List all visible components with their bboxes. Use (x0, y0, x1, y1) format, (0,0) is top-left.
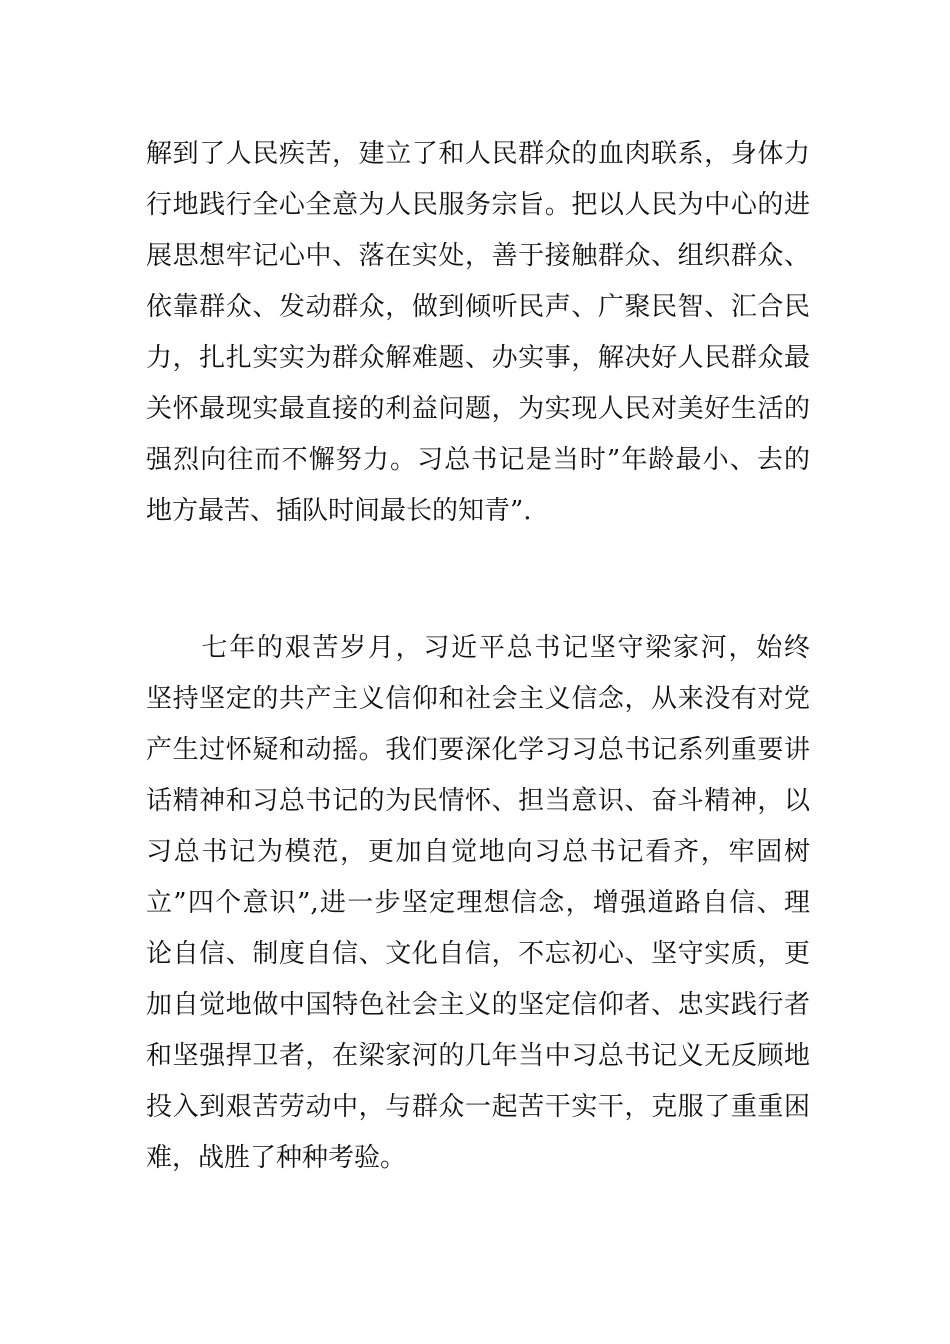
text-line: 力，扎扎实实为群众解难题、办实事，解决好人民群众最 (146, 343, 810, 373)
text-line: 坚持坚定的共产主义信仰和社会主义信念，从来没有对党 (146, 684, 810, 714)
text-line: 产生过怀疑和动摇。我们要深化学习习总书记系列重要讲 (146, 735, 810, 765)
text-line: 加自觉地做中国特色社会主义的坚定信仰者、忠实践行者 (146, 990, 810, 1020)
text-line: 投入到艰苦劳动中，与群众一起苦干实干，克服了重重困 (146, 1092, 810, 1122)
text-line: 习总书记为模范，更加自觉地向习总书记看齐，牢固树 (146, 837, 810, 867)
text-line: 强烈向往而不懈努力。习总书记是当时”年龄最小、去的 (146, 445, 810, 475)
text-line: 难，战胜了种种考验。 (146, 1143, 407, 1173)
paragraph-2 (146, 623, 810, 1184)
text-line: 解到了人民疾苦，建立了和人民群众的血肉联系，身体力 (146, 139, 810, 169)
text-line: 依靠群众、发动群众，做到倾听民声、广聚民智、汇合民 (146, 292, 810, 322)
text-line: 话精神和习总书记的为民情怀、担当意识、奋斗精神，以 (146, 786, 810, 816)
text-line: 论自信、制度自信、文化自信，不忘初心、坚守实质，更 (146, 939, 810, 969)
paragraph-1 (146, 129, 810, 537)
text-line: 地方最苦、插队时间最长的知青”. (146, 496, 532, 526)
text-line: 立”四个意识”,进一步坚定理想信念，增强道路自信、理 (146, 888, 810, 918)
text-line: 展思想牢记心中、落在实处，善于接触群众、组织群众、 (146, 241, 810, 271)
text-line: 七年的艰苦岁月，习近平总书记坚守梁家河，始终 (146, 633, 810, 663)
text-line: 行地践行全心全意为人民服务宗旨。把以人民为中心的进 (146, 190, 810, 220)
text-line: 和坚强捍卫者，在梁家河的几年当中习总书记义无反顾地 (146, 1041, 810, 1071)
text-line: 关怀最现实最直接的利益问题，为实现人民对美好生活的 (146, 394, 810, 424)
